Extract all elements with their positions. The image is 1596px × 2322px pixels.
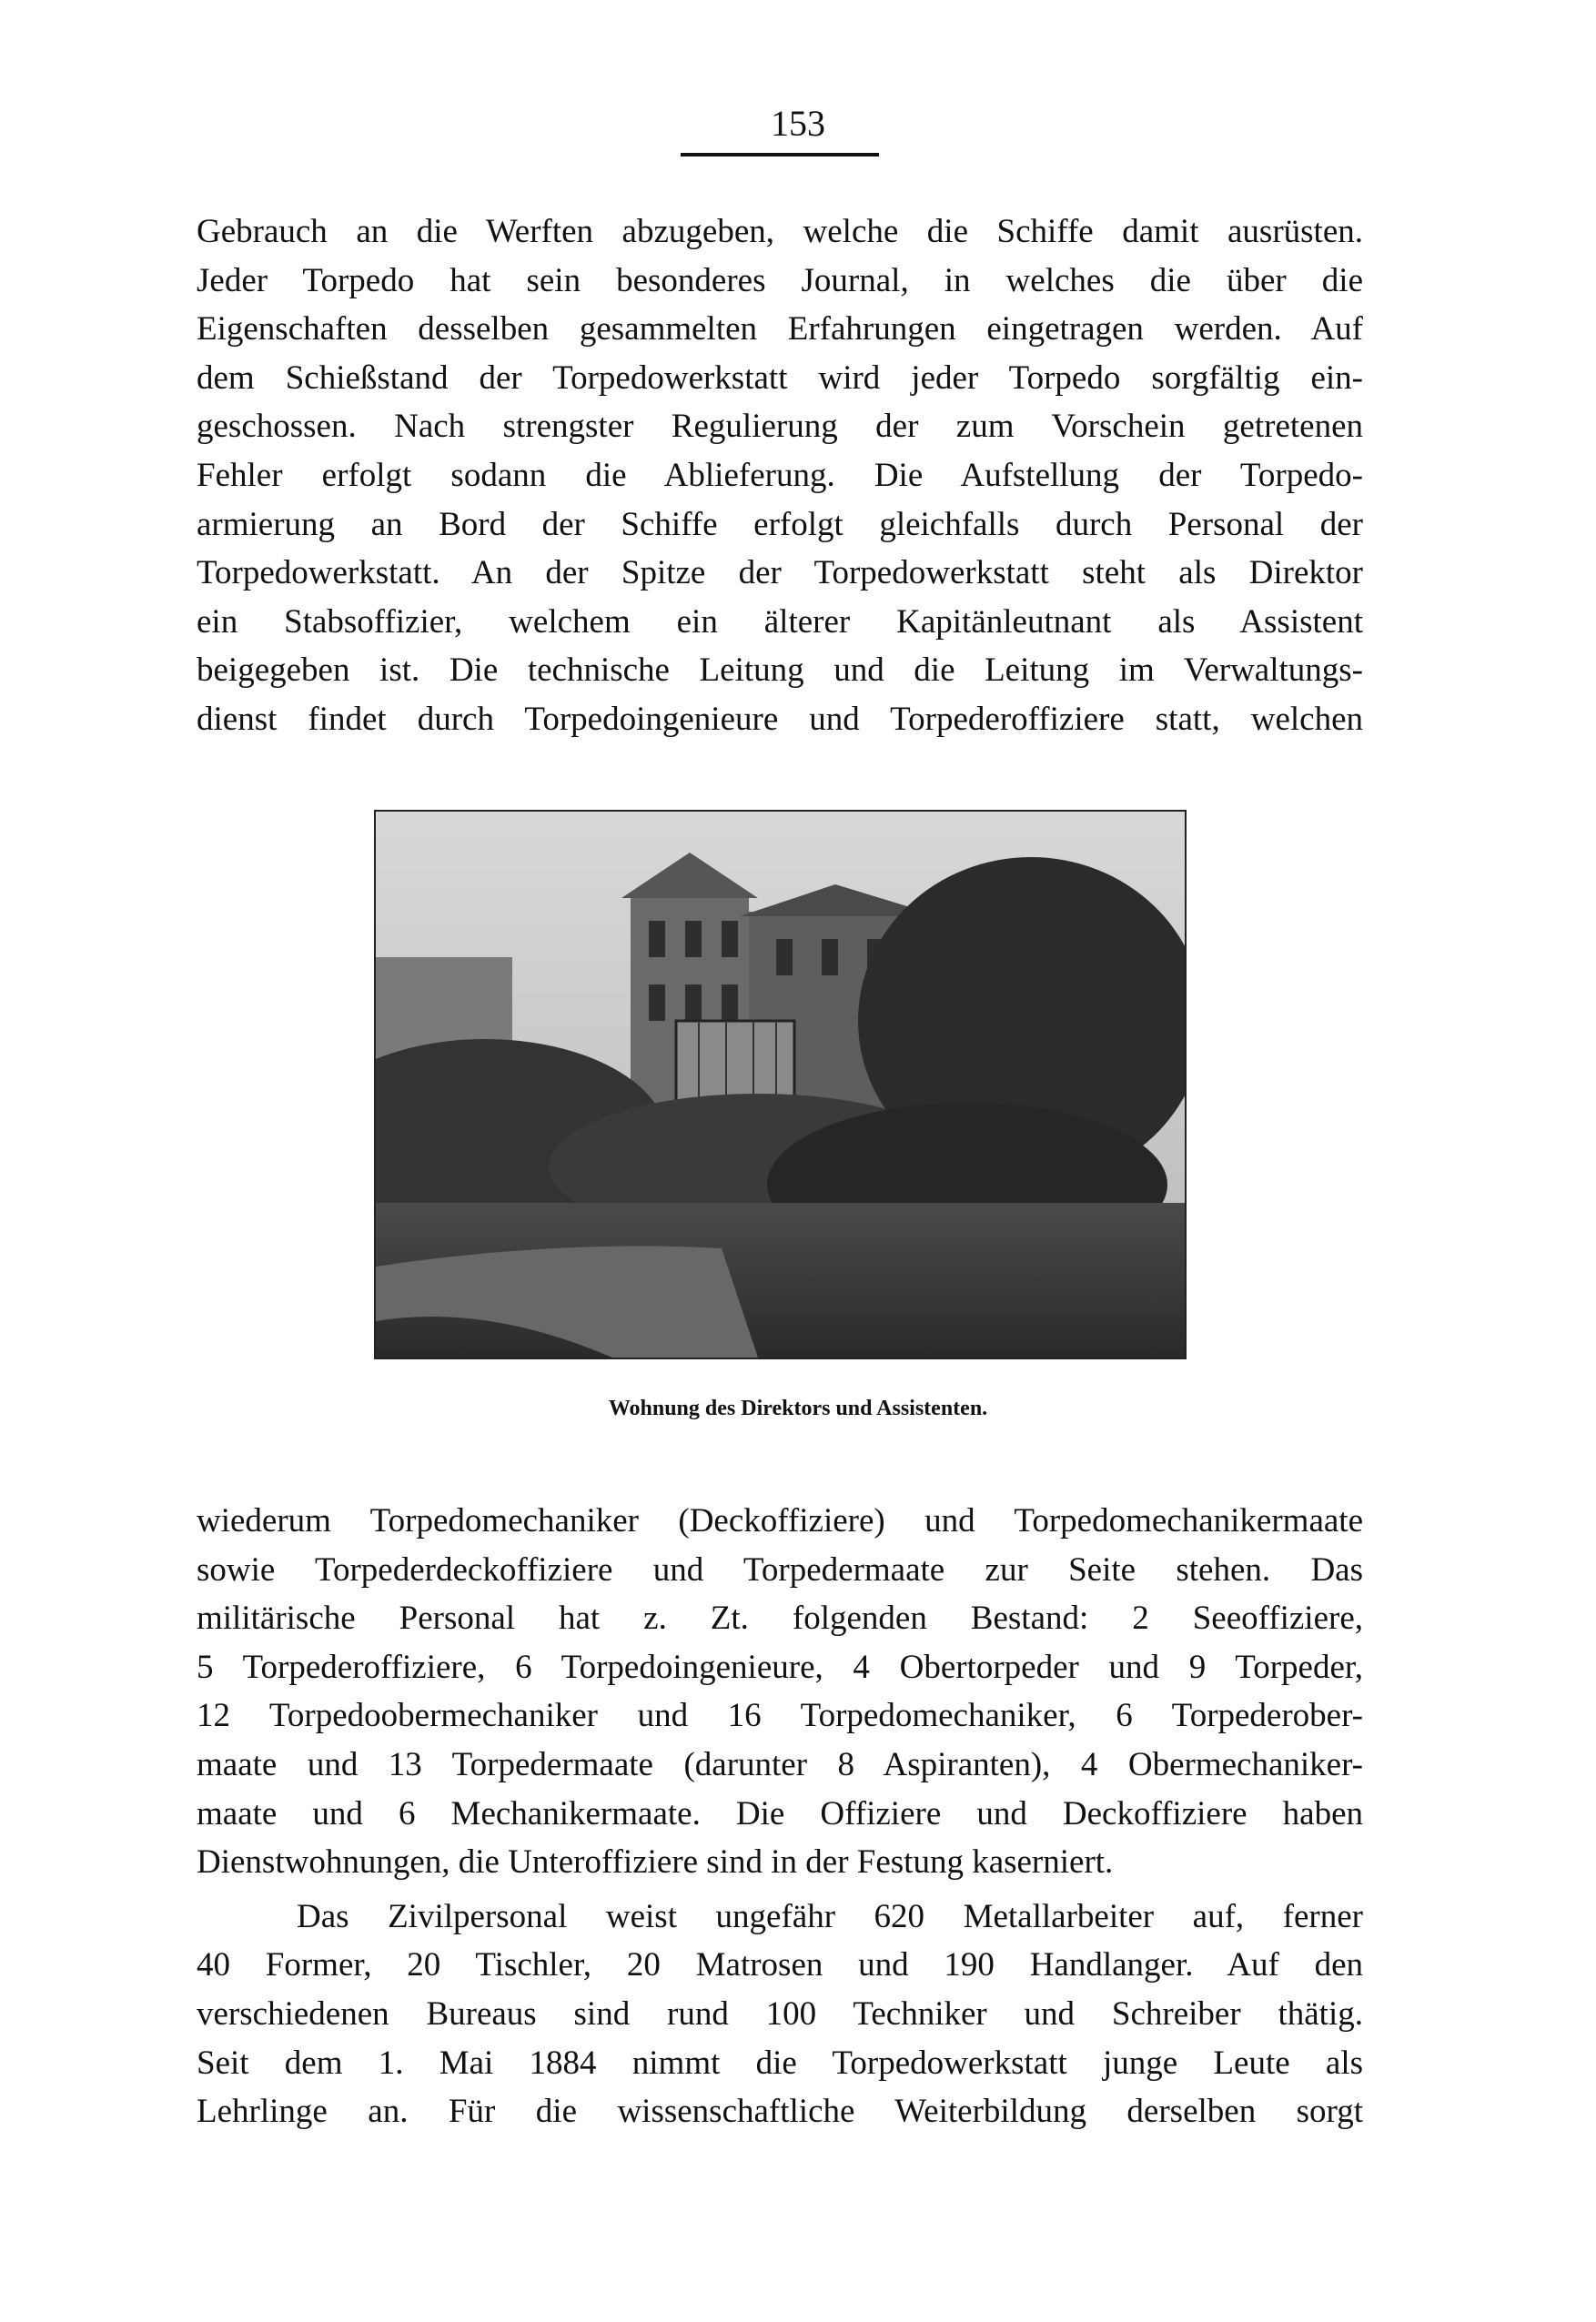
header-rule	[681, 153, 879, 156]
page-number: 153	[771, 103, 825, 144]
text-line: Torpedowerkstatt. An der Spitze der Torpedowerkstatt steht als Direktor	[197, 554, 1363, 592]
text-line: beigegeben ist. Die technische Leitung und die Leitung im Verwaltungs-	[197, 651, 1363, 690]
text-line: Seit dem 1. Mai 1884 nimmt die Torpedowerkstatt junge Leute als	[197, 2044, 1363, 2082]
text-line: sowie Torpederdeckoffiziere und Torpedermaate zur Seite stehen. Das	[197, 1550, 1363, 1589]
text-line: 5 Torpederoffiziere, 6 Torpedoingenieure, 4 Obertorpeder und 9 Torpeder,	[197, 1648, 1363, 1686]
figure-photo-director-residence	[374, 810, 1187, 1359]
text-line: 40 Former, 20 Tischler, 20 Matrosen und 190 Handlanger. Auf den	[197, 1946, 1363, 1984]
text-line: maate und 13 Torpedermaate (darunter 8 Aspiranten), 4 Obermechaniker-	[197, 1745, 1363, 1783]
text-line: wiederum Torpedomechaniker (Deckoffiziere) und Torpedomechanikermaate	[197, 1502, 1363, 1540]
text-line: dem Schießstand der Torpedowerkstatt wird jeder Torpedo sorgfältig ein-	[197, 358, 1363, 397]
text-line: Lehrlinge an. Für die wissenschaftliche Weiterbildung derselben sorgt	[197, 2093, 1363, 2131]
text-line: Das Zivilpersonal weist ungefähr 620 Metallarbeiter auf, ferner	[297, 1897, 1363, 1935]
figure-caption: Wohnung des Direktors und Assistenten.	[608, 1397, 988, 1420]
text-line: maate und 6 Mechanikermaate. Die Offiziere und Deckoffiziere haben	[197, 1794, 1363, 1832]
text-line: verschiedenen Bureaus sind rund 100 Techniker und Schreiber thätig.	[197, 1994, 1363, 2033]
text-line: Fehler erfolgt sodann die Ablieferung. Die Aufstellung der Torpedo-	[197, 456, 1363, 494]
text-line: armierung an Bord der Schiffe erfolgt gleichfalls durch Personal der	[197, 505, 1363, 543]
paragraph-1	[197, 207, 1363, 744]
text-line: geschossen. Nach strengster Regulierung der zum Vorschein getretenen	[197, 408, 1363, 446]
text-line: 12 Torpedoobermechaniker und 16 Torpedomechaniker, 6 Torpederober-	[197, 1697, 1363, 1735]
text-line: dienst findet durch Torpedoingenieure und Torpederoffiziere statt, welchen	[197, 700, 1363, 738]
text-line: ein Stabsoffizier, welchem ein älterer Kapitänleutnant als Assistent	[197, 602, 1363, 641]
text-line: militärische Personal hat z. Zt. folgenden Bestand: 2 Seeoffiziere,	[197, 1600, 1363, 1638]
text-line: Jeder Torpedo hat sein besonderes Journal, in welches die über die	[197, 261, 1363, 299]
text-line: Gebrauch an die Werften abzugeben, welche die Schiffe damit ausrüsten.	[197, 213, 1363, 250]
paragraph-2	[197, 1497, 1363, 2136]
text-line: Dienstwohnungen, die Unteroffiziere sind in der Festung kaserniert.	[197, 1843, 1114, 1882]
text-line: Eigenschaften desselben gesammelten Erfahrungen eingetragen werden. Auf	[197, 310, 1363, 348]
